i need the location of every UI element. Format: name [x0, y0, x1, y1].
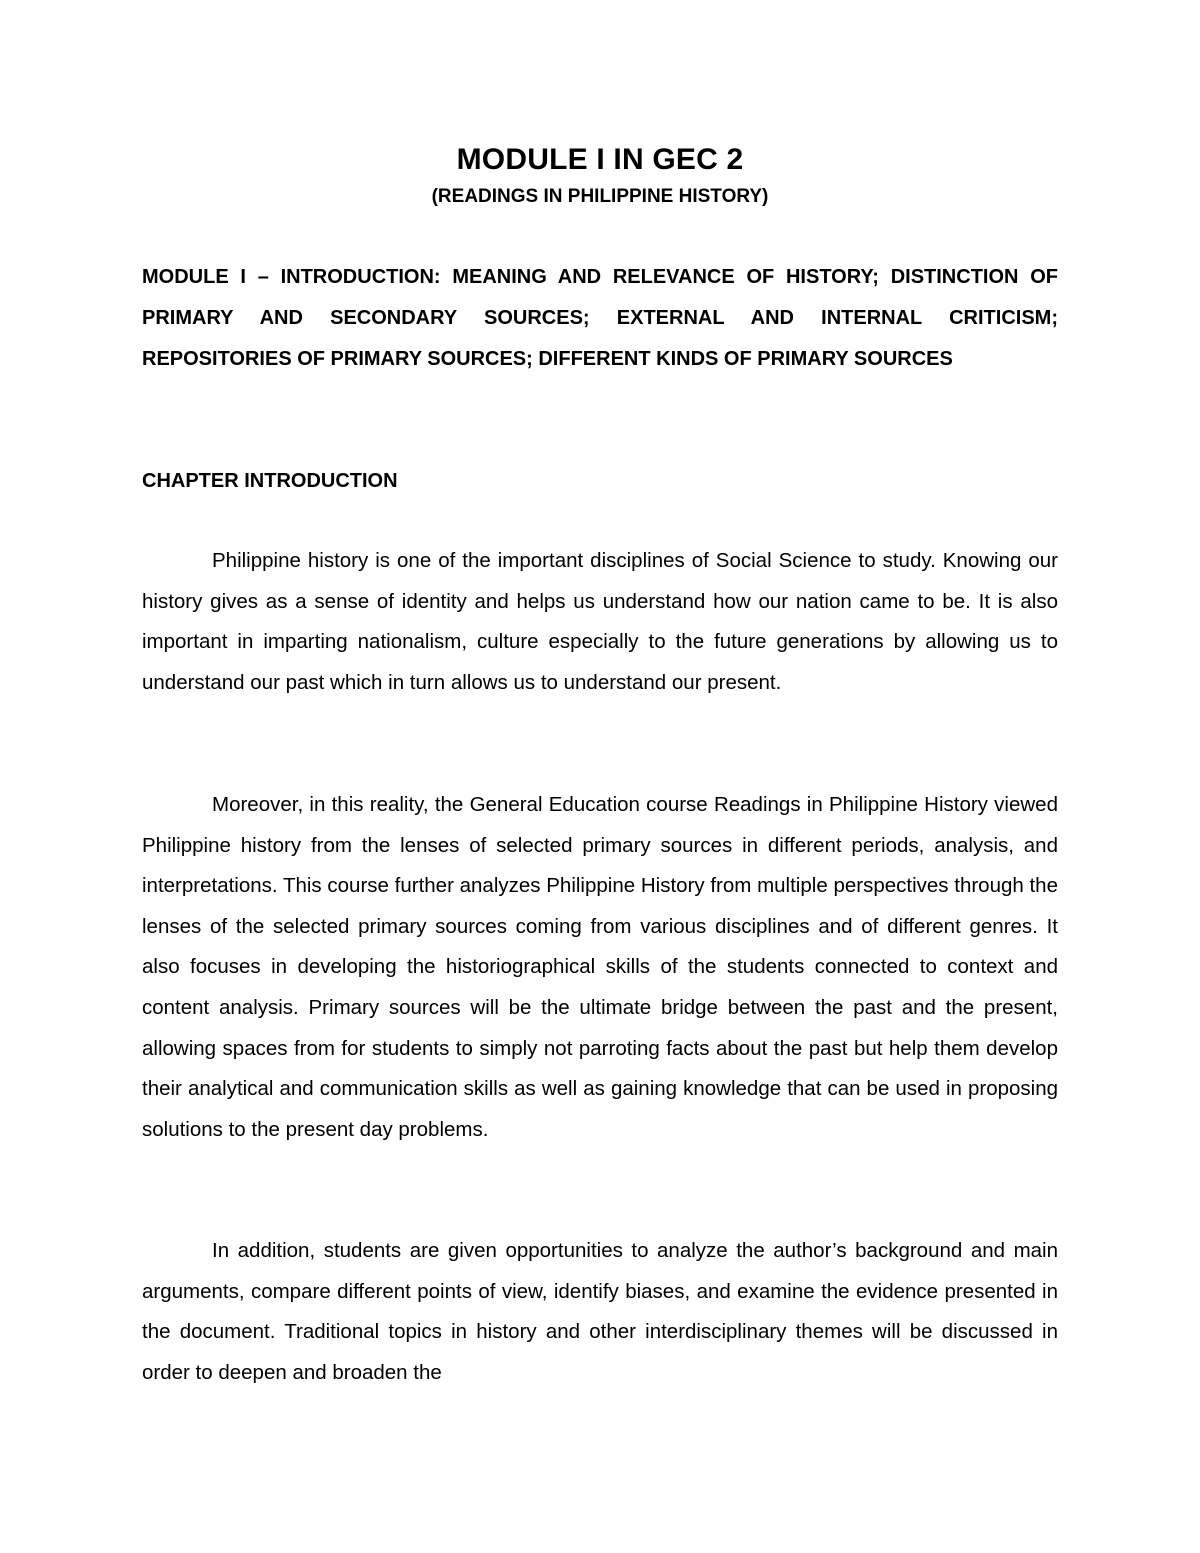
document-title: MODULE I IN GEC 2 [456, 143, 744, 176]
paragraph-3: In addition, students are given opportunities to analyze the author’s background and main arguments, compare different points of view, identify biases, and examine the evidence presented in the document. Traditional topics in history and other interdisciplinary themes will be discussed in order to deepen and broaden the [142, 1239, 1058, 1384]
document-page [142, 0, 1058, 1553]
document-subtitle: (READINGS IN PHILIPPINE HISTORY) [431, 186, 769, 207]
module-heading: MODULE I – INTRODUCTION: MEANING AND RELEVANCE OF HISTORY; DISTINCTION OF PRIMARY AND SECONDARY SOURCES; EXTERNAL AND INTERNAL CRITICISM; REPOSITORIES OF PRIMARY SOURCES; DIFFERENT KINDS OF PRIMARY SOURCES [142, 266, 1058, 370]
chapter-heading: CHAPTER INTRODUCTION [142, 470, 398, 492]
paragraph-1: Philippine history is one of the important disciplines of Social Science to study. Knowing our history gives as a sense of identity and helps us understand how our nation came to be. It is also important in imparting nationalism, culture especially to the future generations by allowing us to understand our past which in turn allows us to understand our present. [142, 549, 1058, 694]
paragraph-2: Moreover, in this reality, the General Education course Readings in Philippine History viewed Philippine history from the lenses of selected primary sources in different periods, analysis, and interpretations. This course further analyzes Philippine History from multiple perspectives through the lenses of the selected primary sources coming from various disciplines and of different genres. It also focuses in developing the historiographical skills of the students connected to context and content analysis. Primary sources will be the ultimate bridge between the past and the present, allowing spaces from for students to simply not parroting facts about the past but help them develop their analytical and communication skills as well as gaining knowledge that can be used in proposing solutions to the present day problems. [142, 793, 1058, 1141]
